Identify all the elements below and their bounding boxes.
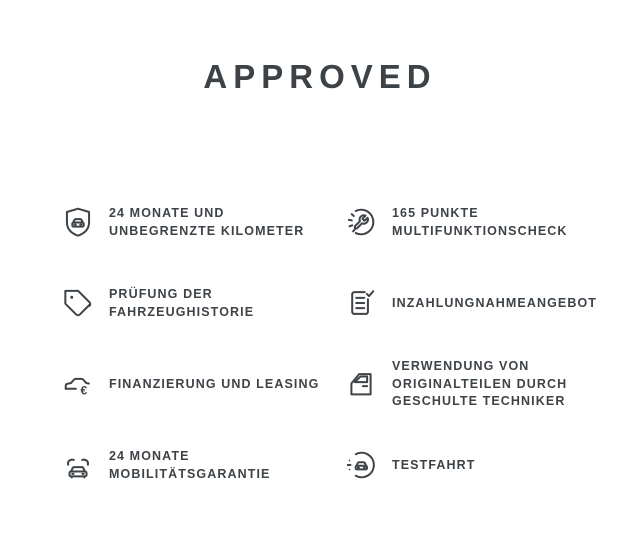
car-euro-icon	[62, 368, 96, 402]
feature-warranty	[62, 182, 345, 263]
feature-original-parts-label: VERWENDUNG VON ORIGINALTEILEN DURCH GESCHULTE TECHNIKER	[392, 359, 568, 409]
gauge-wrench-icon	[345, 206, 379, 240]
feature-tradein-label: INZAHLUNGNAHMEANGEBOT	[392, 295, 598, 310]
car-door-icon	[345, 368, 379, 402]
feature-financing	[62, 344, 345, 425]
feature-financing-label: FINANZIERUNG UND LEASING	[109, 376, 320, 391]
feature-testdrive-label: TESTFAHRT	[392, 457, 476, 472]
car-testdrive-icon	[345, 449, 379, 483]
shield-car-icon	[62, 206, 96, 240]
feature-tradein	[345, 263, 598, 344]
page-title: APPROVED	[203, 58, 437, 95]
feature-multicheck	[345, 182, 598, 263]
feature-multicheck-label: 165 PUNKTE MULTIFUNKTIONSCHECK	[392, 206, 568, 238]
feature-warranty-label: 24 MONATE UND UNBEGRENZTE KILOMETER	[109, 206, 305, 238]
feature-history-check	[62, 263, 345, 344]
feature-mobility-label: 24 MONATE MOBILITÄTSGARANTIE	[109, 449, 271, 481]
feature-original-parts	[345, 344, 598, 425]
feature-history-check-label: PRÜFUNG DER FAHRZEUGHISTORIE	[109, 287, 255, 319]
features-grid	[62, 182, 598, 506]
feature-mobility	[62, 425, 345, 506]
car-breakdown-assistance-icon	[62, 449, 96, 483]
price-tag-icon	[62, 287, 96, 321]
document-check-icon	[345, 287, 379, 321]
feature-testdrive	[345, 425, 598, 506]
svg-text:€: €	[80, 382, 88, 397]
